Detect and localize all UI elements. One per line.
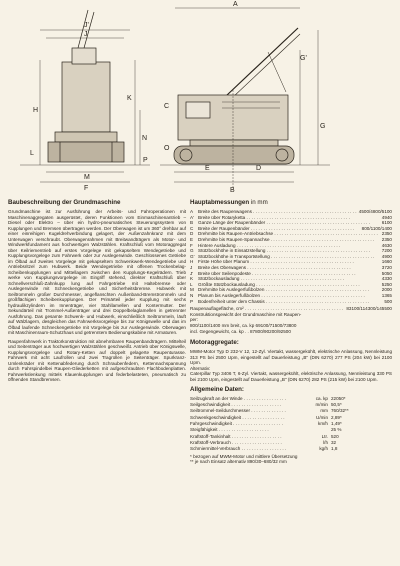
footnote-2: ** je nach Einsatz alternativ 890/30–680/32 mm [190,459,287,465]
dimension-value: 1660 [381,259,392,265]
dimension-key: D [190,231,194,237]
dimension-key: L [190,281,193,287]
spec-unit: ca. kp [315,396,328,402]
weight-line-2: incl. Gegengewicht, ca. kp . . 87800/90200/92500 [190,328,291,334]
spec-label: Steigfähigkeit . . . [190,427,286,433]
spec-value: 22050* [331,396,346,402]
dimension-label: Breite über Rotaryketta . . . [198,215,380,221]
spec-unit: kg/h [319,445,328,451]
construction-paragraph-1: Grundmaschine ist zur Ausführung der Arbeits- und Fahroperationen mit Maschinenaggregaten ausgerüstet, deren Funktionen vom Einmaschinenantrieb – Diesel oder Elektro – über ein hydro-pneumatisches Steuerungssystem von Kupplungen und Bremsen übertragen werden. Der Oberwagen ist um 360° drehbar auf einer einreihigen Kugeldrehverbindung gelagert, der Außenzahnkranz mit dem Unterwagen verschraubt. Oberwagenrahmen mit Breitwandträgern als Motor- und Windwerkfundament aus hochwertigen Walzstählen. Kraftschluß vom Motoraggregat über Keilriementrieb auf erstes Vorgelege mit gekapseltem Wendegetriebe und Kupplungsvorgelege zum Fahrwerk oder zur Auslegerwinde. Geschlossenes Getriebe im Ölbad auf zweites Vorgelege mit gekapseltem Schwenkwerk-Wendegetriebe und Antriebsritzel zum Hubwerk. Beide Wendegetriebe mit offenen Trockenbelag-Scheibenkupplungen und Mittellagern zwischen den Kupplungs-Kegelrädern. Trieb werke von Kupplungsvorgelege im Eingriff stehend, direkter Kraftschluß über Schnellverschluß-Zahnkupp lung auf Fahrgetriebe mit Haltebremse oder Auslegerwinde mit Schneckengetriebe und Sicherheitsbremse. Hubwerk mit Seiltrommeln großer Durchmesser, angeflanschten Außenband-Bremstrommeln und großflächigen Scheibenkupplungen. Der Primärteil jeder Kupplung mit sechs hydraulikzylindern im Innenträger, vier Stahllamellen und Kontermutter. Der Sekundärteil mit Trommel-Außenträger und drei Doppelbelaglamellen in getrennter Ausführung. Das gesamte Schwenk- und Hubwerk, einschließlich Seiltrommeln, läuft auf Wälzlagern, desgleichen das Fahrwerksvorgelege bis zur Königswelle und das im Ölbad laufende Schneckengetriebe mit Vorgelege bis zur Auslegerwinde. Oberwagen mit Maschinenraum-Schutzhaus und getrenntem Bedienungskabine mit Armaturen. [8,209,186,335]
dimension-row [190,299,392,305]
label-e: E [205,165,210,172]
dimension-key: N [190,292,194,298]
dimension-label: Stützbockausladung . . . [198,276,380,282]
side-view-drawing [160,8,330,190]
section-title-construction: Baubeschreibung der Grundmaschine [8,199,121,206]
side-support [268,52,286,92]
dimension-key: A' [190,214,194,220]
label-b: B [230,187,235,194]
dimension-key: C [190,225,194,231]
label-l: L [30,150,34,157]
dimension-label: Hintere Ausladung . . . [198,243,380,249]
motor-alternative: Alternativ: [190,365,211,371]
dimension-value: 2000 [381,287,392,293]
spec-label: Schwenkgeschwindigkeit . . . [190,415,286,421]
side-turntable [190,140,278,146]
label-n: N [142,135,148,142]
dimension-value: 7200 [381,248,392,254]
dimension-label: Firstе Höhe über Planum . . . [198,259,380,265]
spec-label: Kraftstoff-Tankinhalt . . . [190,434,286,440]
dimensions-title: Hauptabmessungen [190,199,250,206]
dimension-value: 2350 [381,231,392,237]
spec-value: 1,49* [331,420,342,426]
dimension-label: Breite über Seilenpodeste . . . [198,271,380,277]
section-title-dimensions [190,199,392,206]
dimensions-unit: in mm [250,199,268,206]
spec-value: 32 [331,440,337,446]
dimension-value: 5050 [381,270,392,276]
dimension-label: Ganze Länge der Raupenbänder . . . [198,220,380,226]
dimension-value: 4940 [381,214,392,220]
spec-value: 760/32** [331,407,349,413]
ground-pressure-block [190,306,392,334]
ground-pressure-value: 83100/114300/145500 [346,306,392,312]
weight-per: per: [190,317,198,323]
dimension-label: Drehmitte bis Auslegerfußbolzen . . . [198,287,380,293]
spec-unit: Ltr. [321,434,328,440]
dimension-key: B [190,220,194,226]
weight-intro: Konstruktionsgewicht der Grundmaschine mit Raupen- [190,311,302,317]
side-boom [226,28,298,96]
right-column [190,199,392,465]
dimension-value: 500 [384,298,392,304]
motor-paragraph-1: MWM-Motor Typ D 232-V 12, 12-Zyl. Viertakt, wassergekühlt, elektrische Anlassung, Nennleistung 313 PS bei 2500 Upm, eingestellt auf Dauerleistung „B" (DIN 6270) 277 PS (204 kW) bei 2100 Upm. [190,349,392,366]
spec-row [190,446,392,452]
side-boom-2 [232,34,300,98]
spec-label: Seilzugkraft an der Winde . . . [190,396,286,402]
dimension-value: 4330 [381,276,392,282]
dimension-label: Größte Stützbockausladung . . . [198,282,380,288]
weight-line-1: 800/1100/1400 mm breit, ca. kp 69100/71500/73800 [190,322,297,328]
label-k: K [127,95,132,102]
spec-unit: l/h [323,440,328,446]
spec-unit: U/min [316,415,328,421]
front-cab-top [72,48,96,64]
spec-unit: mm [320,407,328,413]
construction-paragraph-2: Raupenfahrwerk in Traktorkonstruktion mit abnehmbaren Raupenbandträgern. Mittelteil und Seitenträger aus hochwertigen Walzstählen geschweißt. Antrieb über Königswelle, Kupplungsvorgelege und Rotary-Ketten auf doppelt gelagerte Raupenturasse. Fahrwerk mit acht Laufrollen und zwei Tragrollen je Seitenträger. Spurkranz-Umlenkräder mit Kettenabfederung durch Schraubenfedern, Kettennachspannung durch Fahrspindelbei Raupen-Gliederketten mit aufgeschraubten Flachbodenplatten. Fahrwerkslenkung mittels Klauenkupplungen und federbelasteten, pneumatisch zu öffnenden Standbremsen. [8,338,186,382]
label-h: H [33,107,39,114]
label-p: P [143,157,148,164]
label-a: A [233,1,238,8]
dimension-key: H [190,259,194,265]
spec-label: Fahrgeschwindigkeit . . . [190,421,286,427]
label-j-prime: J' [84,22,89,29]
spec-row [190,427,392,433]
spec-label: Seilgeschwindigkeit . . . [190,402,286,408]
spec-unit: km/h [318,420,328,426]
section-title-general: Allgemeine Daten: [190,386,244,394]
dimension-key: G [190,248,194,254]
dimension-value: 800/1100/1400 [361,225,392,231]
front-undercarriage [55,132,117,142]
dimension-label: Stützbockhöhe in Transportstellung . . . [198,254,380,260]
spec-label: Schmiermittel-Verbrauch . . . [190,446,286,452]
dimension-label: Planum bis Auslegerfußbolzen . . . [198,293,380,299]
dimension-value: 1365 [381,292,392,298]
motor-paragraph-2: Caterpillar Typ 3406 T, 6-Zyl. Viertakt, wassergekühlt, elektrische Anlassung, Nennleistung 330 PS bei 2100 Upm, eingestellt auf Dauerleistung „B" (DIN 6270) 282 PS (215 kW) bei 2100 Upm. [190,371,392,382]
spec-value: 50,5* [331,401,342,407]
dimension-key: P [190,298,194,304]
footnote-1: * bezogen auf MWM-Motor und mittlere Übersetzung [190,453,298,459]
dimension-key: M [190,287,194,293]
spec-value: 520 [331,434,339,440]
dimension-key: K [190,276,194,282]
spec-value: 25 % [331,426,342,432]
spec-value: 1,8 [331,445,338,451]
label-f: F [84,185,89,192]
footnotes [190,454,392,465]
left-column [8,199,186,383]
dimension-key: J [190,264,193,270]
spec-value: 2,89* [331,415,342,421]
dimension-label: Stützbockhöhe in Einsatzstellung . . . [198,248,380,254]
dimension-label: Drehmitte bis Raupen-Antriebsachse . . . [198,231,380,237]
dimension-diagrams [0,0,400,200]
section-title-motor: Motoraggregate: [190,339,239,347]
front-cab-body [62,62,110,132]
dimension-label: Drehmitte bis Raupen-Spannachse . . . [198,237,380,243]
side-window [186,102,210,118]
spec-row [190,408,392,414]
dimension-value: 4630 [381,242,392,248]
dimension-label: Breite der Raupenbänder . . . [198,226,360,232]
label-g-prime: G' [300,55,307,62]
dimension-label: Breite des Oberwagens . . . [198,265,380,271]
dimension-value: 4900 [381,253,392,259]
dimension-key: E [190,236,194,242]
label-o: O [164,145,170,152]
dimension-key: A [190,209,194,214]
spec-label: Seiltrommel-Seildurchmesser . . . [190,408,286,414]
dimension-value: 3720 [381,264,392,270]
dimensions-list [190,209,392,304]
dimension-label: Breite des Raupenwagens . . . [198,209,357,215]
dimension-key: F [190,242,193,248]
spec-unit [286,427,331,433]
label-g: G [320,123,326,130]
dimension-key: J' [190,270,194,276]
spec-unit: m/min [315,401,328,407]
dimension-value: 5250 [381,281,392,287]
label-d: D [256,165,262,172]
ground-pressure-label: Raupenauflagefläche, cm² . . . [190,306,344,312]
front-tracks [48,142,124,162]
label-c: C [164,103,170,110]
dimension-key: G' [190,253,195,259]
label-j: J [84,31,88,38]
spec-label: Kraftstoff-Verbrauch . . . [190,440,286,446]
label-m: M [84,174,90,181]
dimension-value: 6100 [381,220,392,226]
dimension-value: 4500/4800/5100 [358,209,392,214]
front-boom [78,10,88,48]
specs-list [190,396,392,451]
dimension-label: Bodenfreiheit unter dem Chassis . . . [198,299,382,305]
dimension-value: 2350 [381,236,392,242]
